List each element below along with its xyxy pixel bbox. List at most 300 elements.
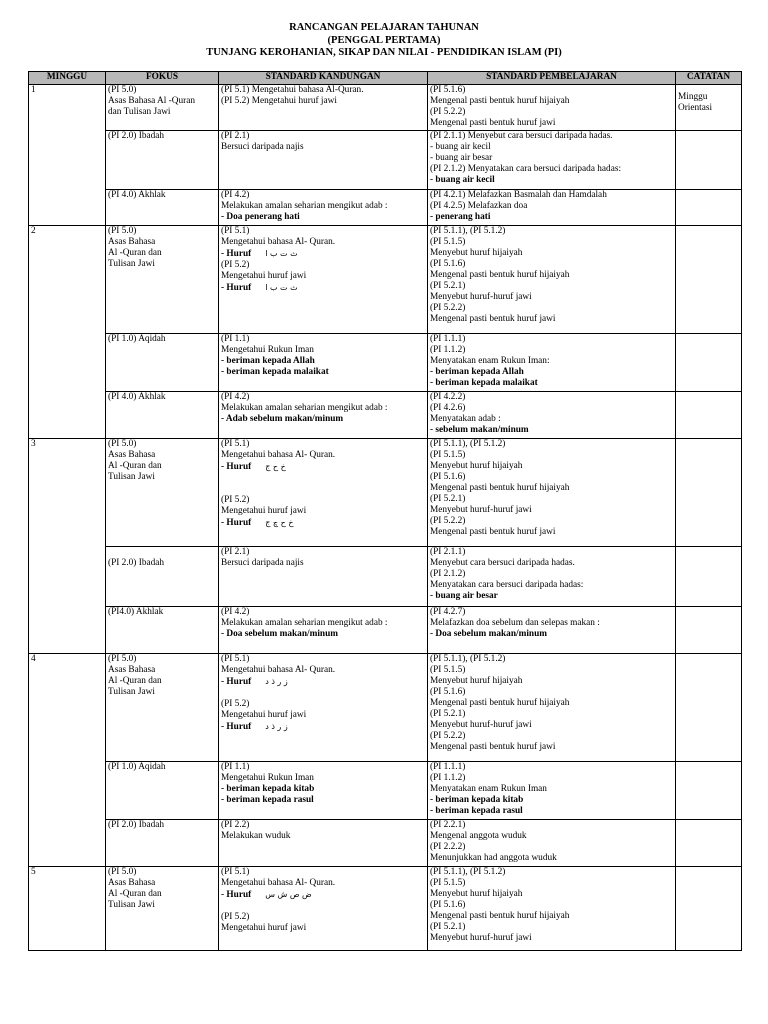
sk-line-text: Mengetahui Rukun Iman	[221, 773, 314, 783]
arabic-letters: خ ح چ ج	[265, 518, 294, 527]
table-row	[29, 85, 742, 131]
standard-pembelajaran-cell	[428, 190, 676, 226]
fokus-line: Asas Bahasa	[108, 450, 156, 460]
column-header-standard-kandungan: STANDARD KANDUNGAN	[219, 72, 428, 85]
fokus-cell	[106, 547, 219, 607]
fokus-cell	[106, 607, 219, 654]
sp-line-text: Menyebut cara bersuci daripada hadas.	[430, 558, 575, 568]
fokus-cell	[106, 654, 219, 762]
sk-line-text: (PI 5.1)	[221, 654, 250, 664]
sp-line	[430, 607, 673, 618]
sp-line-text: - beriman kepada kitab	[430, 795, 524, 805]
standard-kandungan-cell	[219, 334, 428, 392]
sk-line-text: (PI 5.2)	[221, 495, 250, 505]
sp-line	[430, 403, 673, 414]
sk-line-text: Mengetahui huruf jawi	[221, 710, 307, 720]
sp-line	[430, 345, 673, 356]
fokus-line: (PI 5.0)	[108, 654, 137, 664]
fokus-line: Asas Bahasa	[108, 665, 156, 675]
sp-line-text: Menyatakan enam Rukun Iman	[430, 784, 547, 794]
sp-line-text: (PI 5.1.5)	[430, 878, 466, 888]
fokus-line: Al -Quran dan	[108, 461, 162, 471]
sp-line-text: (PI 4.2.2)	[430, 392, 466, 402]
standard-kandungan-cell	[219, 190, 428, 226]
document-subject: TUNJANG KEROHANIAN, SIKAP DAN NILAI - PENDIDIKAN ISLAM (PI)	[206, 47, 562, 58]
standard-kandungan-cell	[219, 762, 428, 820]
standard-kandungan-cell	[219, 392, 428, 439]
fokus-line	[108, 547, 216, 558]
arabic-letters: خ ح ج	[265, 462, 286, 471]
sp-line-text: - buang air besar	[430, 591, 498, 601]
table-row	[29, 334, 742, 392]
standard-pembelajaran-cell	[428, 867, 676, 951]
sk-line-text: (PI 5.1)	[221, 226, 250, 236]
sp-line-text: Menyebut huruf hijaiyah	[430, 248, 523, 258]
sk-line	[221, 403, 425, 414]
sk-line	[221, 889, 425, 901]
week-number-cell: 4	[29, 654, 106, 867]
catatan-cell	[676, 392, 742, 439]
sp-line	[430, 314, 673, 325]
sp-line	[430, 237, 673, 248]
sk-line-text: - Huruf	[221, 462, 252, 472]
sk-line	[221, 831, 425, 842]
sp-line-text: (PI 2.1.2) Menyatakan cara bersuci daripada hadas:	[430, 164, 622, 174]
table-row	[29, 867, 742, 951]
sp-line	[430, 334, 673, 345]
sp-line	[430, 629, 673, 640]
sp-line	[430, 226, 673, 237]
sk-line	[221, 439, 425, 450]
fokus-line: (PI 2.0) Ibadah	[108, 131, 165, 141]
sk-line	[221, 131, 425, 142]
arabic-letters: ث ت ب ا	[265, 249, 298, 258]
sk-line	[221, 85, 425, 96]
sp-line	[430, 190, 673, 201]
sp-line	[430, 831, 673, 842]
sp-line	[430, 425, 673, 436]
sk-line-text: Mengetahui bahasa Al- Quran.	[221, 878, 336, 888]
sp-line	[430, 392, 673, 403]
sk-line-text: (PI 4.2)	[221, 607, 250, 617]
sk-line	[221, 506, 425, 517]
sk-line	[221, 547, 425, 558]
sk-line-text: (PI 5.2) Mengetahui huruf jawi	[221, 96, 337, 106]
table-row	[29, 607, 742, 654]
sp-line	[430, 461, 673, 472]
sp-line-text: Menyebut huruf hijaiyah	[430, 889, 523, 899]
sk-line	[221, 901, 425, 912]
catatan-cell	[676, 439, 742, 547]
fokus-line: (PI 5.0)	[108, 867, 137, 877]
sk-line	[221, 237, 425, 248]
table-row	[29, 654, 742, 762]
sk-line	[221, 923, 425, 934]
standard-pembelajaran-cell	[428, 392, 676, 439]
sk-line	[221, 654, 425, 665]
sk-line-text: Melakukan amalan seharian mengikut adab :	[221, 201, 388, 211]
sp-line-text: Mengenal pasti bentuk huruf jawi	[430, 118, 556, 128]
catatan-cell	[676, 820, 742, 867]
sk-line-text: - beriman kepada kitab	[221, 784, 315, 794]
sk-line-text: (PI 4.2)	[221, 392, 250, 402]
sp-line	[430, 248, 673, 259]
standard-kandungan-cell	[219, 226, 428, 334]
fokus-line: Tulisan Jawi	[108, 687, 155, 697]
document-title: RANCANGAN PELAJARAN TAHUNAN	[289, 22, 479, 33]
sp-line	[430, 922, 673, 933]
sk-line	[221, 495, 425, 506]
sp-line	[430, 494, 673, 505]
sp-line	[430, 900, 673, 911]
sk-line-text: (PI 1.1)	[221, 334, 250, 344]
sp-line	[430, 709, 673, 720]
fokus-line: Tulisan Jawi	[108, 900, 155, 910]
table-body	[29, 85, 742, 951]
catatan-line: Orientasi	[678, 103, 713, 113]
sk-line-text: Melakukan amalan seharian mengikut adab :	[221, 618, 388, 628]
sk-line	[221, 618, 425, 629]
sk-line	[221, 367, 425, 378]
week-number-cell: 3	[29, 439, 106, 654]
sk-line	[221, 710, 425, 721]
sk-line	[221, 473, 425, 484]
sp-line-text: (PI 1.1.2)	[430, 773, 466, 783]
sk-line	[221, 867, 425, 878]
sp-line-text: (PI 1.1.1)	[430, 334, 466, 344]
sp-line	[430, 472, 673, 483]
sp-line-text: (PI 5.1.6)	[430, 687, 466, 697]
sk-line	[221, 721, 425, 733]
sk-line	[221, 334, 425, 345]
sp-line	[430, 378, 673, 389]
fokus-cell	[106, 867, 219, 951]
sk-line	[221, 96, 425, 107]
catatan-cell	[676, 654, 742, 762]
fokus-line: (PI 1.0) Aqidah	[108, 762, 166, 772]
sp-line-text: (PI 5.1.1), (PI 5.1.2)	[430, 439, 506, 449]
sp-line-text: (PI 5.1.1), (PI 5.1.2)	[430, 867, 506, 877]
sk-line-text: (PI 5.2)	[221, 912, 250, 922]
sp-line-text: (PI 5.1.6)	[430, 900, 466, 910]
sk-line	[221, 282, 425, 294]
week-number-cell: 2	[29, 226, 106, 439]
table-row	[29, 439, 742, 547]
sp-line	[430, 450, 673, 461]
sp-line-text: Menyebut huruf hijaiyah	[430, 676, 523, 686]
sp-line-text: (PI 2.2.2)	[430, 842, 466, 852]
sp-line-text: (PI 1.1.1)	[430, 762, 466, 772]
sp-line-text: Menyatakan cara bersuci daripada hadas:	[430, 580, 584, 590]
sp-line-text: Menyebut huruf-huruf jawi	[430, 720, 532, 730]
sk-line	[221, 484, 425, 495]
sp-line	[430, 96, 673, 107]
sp-line	[430, 853, 673, 864]
sp-line	[430, 414, 673, 425]
sp-line-text: Melafazkan doa sebelum dan selepas makan :	[430, 618, 600, 628]
standard-pembelajaran-cell	[428, 131, 676, 190]
standard-pembelajaran-cell	[428, 439, 676, 547]
sp-line	[430, 131, 673, 142]
sk-line-text: - Huruf	[221, 283, 252, 293]
catatan-cell	[676, 867, 742, 951]
sp-line	[430, 731, 673, 742]
sp-line	[430, 773, 673, 784]
standard-pembelajaran-cell	[428, 226, 676, 334]
standard-kandungan-cell	[219, 820, 428, 867]
catatan-cell	[676, 607, 742, 654]
sk-line	[221, 356, 425, 367]
standard-pembelajaran-cell	[428, 607, 676, 654]
sk-line-text: - Huruf	[221, 890, 252, 900]
document-term: (PENGGAL PERTAMA)	[327, 34, 441, 46]
sp-line	[430, 867, 673, 878]
sp-line	[430, 911, 673, 922]
sp-line	[430, 505, 673, 516]
sp-line	[430, 654, 673, 665]
sk-line	[221, 226, 425, 237]
standard-kandungan-cell	[219, 547, 428, 607]
sp-line-text: (PI 1.1.2)	[430, 345, 466, 355]
sk-line-text: Bersuci daripada najis	[221, 558, 304, 568]
sp-line	[430, 212, 673, 223]
fokus-cell	[106, 820, 219, 867]
sp-line	[430, 303, 673, 314]
sp-line-text: Mengenal pasti bentuk huruf hijaiyah	[430, 483, 570, 493]
week-number-cell: 1	[29, 85, 106, 226]
fokus-line: (PI 5.0)	[108, 85, 137, 95]
sp-line	[430, 259, 673, 270]
table-row	[29, 547, 742, 607]
fokus-line: (PI 5.0)	[108, 226, 137, 236]
fokus-line: (PI 4.0) Akhlak	[108, 392, 166, 402]
fokus-line: Al -Quran dan	[108, 889, 162, 899]
sk-line-text: - Huruf	[221, 518, 252, 528]
sk-line	[221, 640, 425, 651]
sp-line	[430, 153, 673, 164]
sp-line	[430, 547, 673, 558]
sk-line-text: (PI 1.1)	[221, 762, 250, 772]
sk-line	[221, 190, 425, 201]
sp-line	[430, 820, 673, 831]
sp-line	[430, 164, 673, 175]
sp-line	[430, 367, 673, 378]
sp-line-text: (PI 2.1.1) Menyebut cara bersuci daripada hadas.	[430, 131, 613, 141]
sp-line	[430, 665, 673, 676]
catatan-cell	[676, 131, 742, 190]
sk-line-text: Mengetahui bahasa Al- Quran.	[221, 450, 336, 460]
sp-line-text: (PI 5.2.2)	[430, 303, 466, 313]
sp-line-text: - beriman kepada rasul	[430, 806, 523, 816]
column-header-standard-pembelajaran: STANDARD PEMBELAJARAN	[428, 72, 676, 85]
column-header-minggu: MINGGU	[29, 72, 106, 85]
yearly-plan-table	[28, 71, 742, 951]
sp-line-text: (PI 5.1.6)	[430, 85, 466, 95]
sp-line-text: Menyebut huruf-huruf jawi	[430, 292, 532, 302]
standard-pembelajaran-cell	[428, 762, 676, 820]
sp-line-text: Mengenal pasti bentuk huruf jawi	[430, 314, 556, 324]
sp-line	[430, 795, 673, 806]
standard-kandungan-cell	[219, 439, 428, 547]
standard-kandungan-cell	[219, 867, 428, 951]
sp-line-text: (PI 4.2.7)	[430, 607, 466, 617]
sp-line-text: - buang air kecil	[430, 175, 495, 185]
sp-line-text: (PI 5.2.1)	[430, 281, 466, 291]
sp-line	[430, 806, 673, 817]
header-row	[29, 72, 742, 85]
sk-line	[221, 517, 425, 529]
sk-line	[221, 795, 425, 806]
fokus-cell	[106, 762, 219, 820]
fokus-cell	[106, 190, 219, 226]
sk-line-text: (PI 2.2)	[221, 820, 250, 830]
sp-line	[430, 762, 673, 773]
sk-line-text: Mengetahui bahasa Al- Quran.	[221, 665, 336, 675]
sk-line	[221, 665, 425, 676]
standard-pembelajaran-cell	[428, 654, 676, 762]
sp-line-text: (PI 2.1.2)	[430, 569, 466, 579]
sp-line-text: Menyebut huruf-huruf jawi	[430, 933, 532, 943]
sk-line	[221, 142, 425, 153]
standard-kandungan-cell	[219, 131, 428, 190]
sp-line	[430, 85, 673, 96]
catatan-cell	[676, 85, 742, 131]
sk-line-text: (PI 5.2)	[221, 699, 250, 709]
sk-line-text: - Adab sebelum makan/minum	[221, 414, 344, 424]
table-row	[29, 226, 742, 334]
fokus-cell	[106, 226, 219, 334]
sp-line	[430, 281, 673, 292]
sp-line-text: Menyebut huruf hijaiyah	[430, 461, 523, 471]
catatan-cell	[676, 762, 742, 820]
sp-line-text: (PI 4.2.1) Melafazkan Basmalah dan Hamdalah	[430, 190, 607, 200]
fokus-line: (PI4.0) Akhlak	[108, 607, 164, 617]
sp-line-text: Menyatakan enam Rukun Iman:	[430, 356, 550, 366]
sk-line-text: (PI 5.2)	[221, 260, 250, 270]
fokus-line: Asas Bahasa	[108, 878, 156, 888]
sp-line-text: (PI 4.2.5) Melafazkan doa	[430, 201, 528, 211]
sk-line-text: - beriman kepada malaikat	[221, 367, 329, 377]
sp-line	[430, 483, 673, 494]
sp-line	[430, 742, 673, 753]
table-header	[29, 72, 742, 85]
sp-line-text: (PI 5.2.1)	[430, 494, 466, 504]
table-row	[29, 762, 742, 820]
sk-line	[221, 212, 425, 223]
sp-line-text: - buang air besar	[430, 153, 493, 163]
sk-line	[221, 345, 425, 356]
sp-line-text: (PI 5.1.6)	[430, 472, 466, 482]
standard-kandungan-cell	[219, 654, 428, 762]
sk-line-text: Mengetahui Rukun Iman	[221, 345, 314, 355]
sp-line-text: - beriman kepada malaikat	[430, 378, 538, 388]
fokus-line: Asas Bahasa	[108, 237, 156, 247]
sp-line-text: (PI 5.2.2)	[430, 516, 466, 526]
sp-line	[430, 175, 673, 186]
sk-line	[221, 392, 425, 403]
sp-line-text: - beriman kepada Allah	[430, 367, 524, 377]
sk-line	[221, 450, 425, 461]
sp-line	[430, 878, 673, 889]
column-header-catatan: CATATAN	[676, 72, 742, 85]
sp-line-text: (PI 5.1.1), (PI 5.1.2)	[430, 654, 506, 664]
sk-line-text: (PI 5.1) Mengetahui bahasa Al-Quran.	[221, 85, 364, 95]
fokus-line: (PI 2.0) Ibadah	[108, 820, 165, 830]
standard-pembelajaran-cell	[428, 820, 676, 867]
sp-line	[430, 558, 673, 569]
fokus-line: Asas Bahasa Al -Quran	[108, 96, 196, 106]
sp-line-text: (PI 4.2.6)	[430, 403, 466, 413]
sp-line-text: (PI 5.1.1), (PI 5.1.2)	[430, 226, 506, 236]
sk-line	[221, 773, 425, 784]
sp-line	[430, 676, 673, 687]
sk-line	[221, 260, 425, 271]
sp-line	[430, 201, 673, 212]
sk-line-text: (PI 5.1)	[221, 867, 250, 877]
sp-line	[430, 569, 673, 580]
sp-line	[430, 842, 673, 853]
sk-line	[221, 629, 425, 640]
sp-line	[430, 889, 673, 900]
sp-line	[430, 527, 673, 538]
table-row	[29, 820, 742, 867]
arabic-letters: ض ص ش س	[265, 890, 312, 899]
sk-line	[221, 676, 425, 688]
table-row	[29, 392, 742, 439]
arabic-letters: ز ر ذ د	[265, 677, 288, 686]
sk-line-text: Melakukan amalan seharian mengikut adab :	[221, 403, 388, 413]
sk-line-text: - beriman kepada rasul	[221, 795, 314, 805]
sk-line-text: - Huruf	[221, 722, 252, 732]
sp-line-text: (PI 5.1.5)	[430, 237, 466, 247]
sp-line-text: (PI 2.2.1)	[430, 820, 466, 830]
sk-line-text: - Doa penerang hati	[221, 212, 300, 222]
standard-kandungan-cell	[219, 85, 428, 131]
sp-line-text: (PI 5.2.2)	[430, 731, 466, 741]
sk-line	[221, 762, 425, 773]
sp-line-text: - Doa sebelum makan/minum	[430, 629, 547, 639]
catatan-line: Minggu	[678, 92, 708, 102]
sk-line-text: Mengetahui bahasa Al- Quran.	[221, 237, 336, 247]
sp-line-text: Mengenal pasti bentuk huruf jawi	[430, 742, 556, 752]
sp-line	[430, 142, 673, 153]
sp-line-text: - buang air kecil	[430, 142, 491, 152]
document-header	[0, 22, 768, 60]
sk-line	[221, 878, 425, 889]
sp-line-text: Mengenal pasti bentuk huruf hijaiyah	[430, 911, 570, 921]
catatan-cell	[676, 226, 742, 334]
sp-line	[430, 591, 673, 602]
sk-line	[221, 912, 425, 923]
fokus-line: dan Tulisan Jawi	[108, 107, 171, 117]
sk-line	[221, 784, 425, 795]
fokus-line: (PI 2.0) Ibadah	[108, 558, 165, 568]
fokus-line: Al -Quran dan	[108, 248, 162, 258]
sk-line	[221, 461, 425, 473]
fokus-line: Al -Quran dan	[108, 676, 162, 686]
sp-line	[430, 784, 673, 795]
sp-line-text: Menyebut huruf-huruf jawi	[430, 505, 532, 515]
sp-line-text: (PI 5.1.6)	[430, 259, 466, 269]
sk-line-text: - beriman kepada Allah	[221, 356, 315, 366]
sp-line	[430, 356, 673, 367]
sk-line	[221, 248, 425, 260]
sp-line-text: Mengenal pasti bentuk huruf jawi	[430, 527, 556, 537]
fokus-cell	[106, 334, 219, 392]
catatan-cell	[676, 190, 742, 226]
sp-line-text: Mengenal pasti bentuk huruf hijaiyah	[430, 698, 570, 708]
sp-line-text: Mengenal pasti bentuk huruf hijaiyah	[430, 96, 570, 106]
